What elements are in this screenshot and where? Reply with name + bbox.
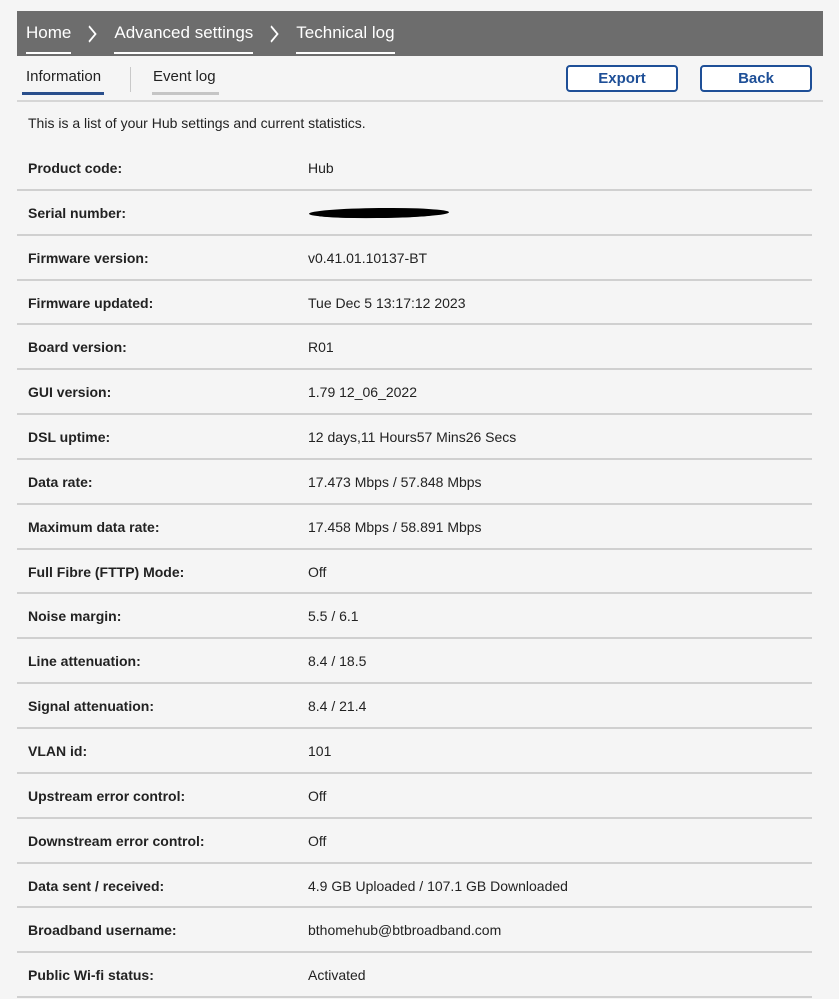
stat-value: Off — [308, 787, 327, 804]
stat-row-broadband-username — [17, 908, 812, 953]
stat-value: v0.41.01.10137-BT — [308, 249, 428, 266]
stat-value: Off — [308, 563, 327, 580]
stat-label: Firmware version: — [28, 249, 149, 266]
stat-label: Upstream error control: — [28, 787, 186, 804]
stat-label: Product code: — [28, 160, 123, 176]
stat-value: 4.9 GB Uploaded / 107.1 GB Downloaded — [308, 877, 568, 894]
chevron-right-icon — [270, 24, 279, 42]
stat-label: Noise margin: — [28, 608, 122, 625]
stat-value: 1.79 12_06_2022 — [308, 384, 417, 401]
stat-label: Maximum data rate: — [28, 518, 160, 535]
tab-event-log[interactable]: Event log — [153, 68, 216, 85]
export-button[interactable]: Export — [566, 65, 678, 92]
tab-bar — [17, 56, 823, 102]
intro-text: This is a list of your Hub settings and current statistics. — [28, 115, 366, 131]
stat-value: 17.458 Mbps / 58.891 Mbps — [308, 518, 482, 535]
stat-value: 101 — [308, 742, 332, 759]
stat-value: 12 days,11 Hours57 Mins26 Secs — [308, 429, 517, 446]
stat-label: Full Fibre (FTTP) Mode: — [28, 563, 185, 580]
stat-row-vlan-id — [17, 729, 812, 774]
stat-value: R01 — [308, 339, 334, 356]
stat-row-product-code — [17, 146, 812, 191]
stat-row-data-sent-received — [17, 864, 812, 909]
stat-row-firmware-updated — [17, 281, 812, 326]
chevron-right-icon — [88, 24, 97, 42]
stat-row-downstream-error-control — [17, 819, 812, 864]
stat-label: GUI version: — [28, 384, 112, 401]
stat-label: Public Wi-fi status: — [28, 967, 154, 984]
stat-row-gui-version — [17, 370, 812, 415]
stat-label: VLAN id: — [28, 742, 88, 759]
stat-label: DSL uptime: — [28, 429, 111, 446]
breadcrumb-advanced-settings-link[interactable]: Advanced settings — [114, 23, 253, 45]
stat-value: 8.4 / 21.4 — [308, 698, 367, 715]
stat-label: Broadband username: — [28, 922, 177, 939]
stat-value: Activated — [308, 967, 366, 984]
stat-row-upstream-error-control — [17, 774, 812, 819]
stat-value: Tue Dec 5 13:17:12 2023 — [308, 294, 466, 311]
stat-label: Firmware updated: — [28, 294, 154, 311]
stat-label: Signal attenuation: — [28, 698, 154, 715]
tab-divider — [130, 67, 131, 92]
stat-label: Data sent / received: — [28, 877, 165, 894]
stat-value: Off — [308, 832, 327, 849]
stat-value: Hub — [308, 160, 334, 176]
breadcrumb — [17, 11, 823, 56]
stat-row-board-version — [17, 325, 812, 370]
redaction-mark — [309, 207, 449, 218]
back-button[interactable]: Back — [700, 65, 812, 92]
stats-table — [17, 146, 812, 998]
stat-row-signal-attenuation — [17, 684, 812, 729]
stat-row-dsl-uptime — [17, 415, 812, 460]
stat-label: Board version: — [28, 339, 127, 356]
stat-row-data-rate — [17, 460, 812, 505]
stat-value: 17.473 Mbps / 57.848 Mbps — [308, 473, 482, 490]
stat-row-noise-margin — [17, 594, 812, 639]
stat-label: Line attenuation: — [28, 653, 141, 670]
stat-value: 8.4 / 18.5 — [308, 653, 367, 670]
stat-row-public-wifi-status — [17, 953, 812, 998]
breadcrumb-technical-log[interactable]: Technical log — [296, 23, 394, 45]
stat-row-maximum-data-rate — [17, 505, 812, 550]
stat-row-line-attenuation — [17, 639, 812, 684]
stat-value: 5.5 / 6.1 — [308, 608, 359, 625]
stat-label: Downstream error control: — [28, 832, 205, 849]
stat-row-full-fibre-mode — [17, 550, 812, 595]
tab-information[interactable]: Information — [26, 68, 102, 85]
stat-row-serial-number — [17, 191, 812, 236]
stat-label: Data rate: — [28, 473, 93, 490]
breadcrumb-home-link[interactable]: Home — [26, 23, 71, 45]
stat-label: Serial number: — [28, 204, 127, 221]
stat-row-firmware-version — [17, 236, 812, 281]
stat-value: bthomehub@btbroadband.com — [308, 922, 502, 939]
